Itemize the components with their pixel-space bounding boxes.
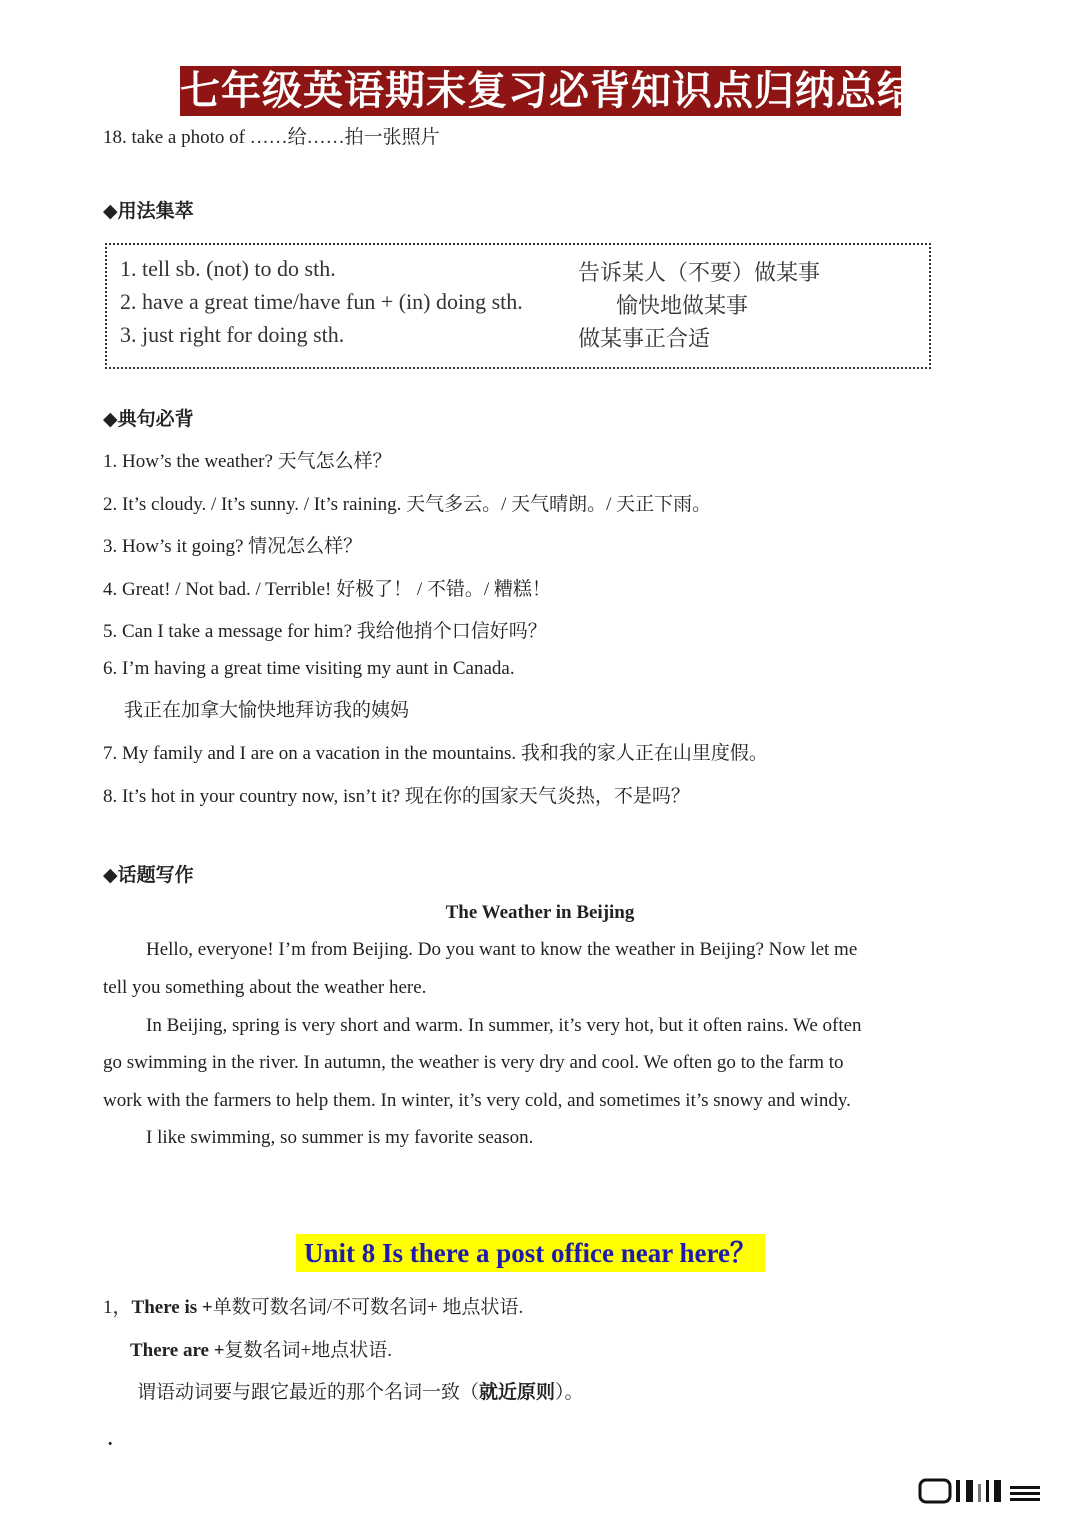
essay-line-3: In Beijing, spring is very short and warm. In summer, it’s very hot, but it often rains. We often (146, 1015, 862, 1036)
essay-line-1: Hello, everyone! I’m from Beijing. Do you want to know the weather in Beijing? Now let me (146, 939, 858, 960)
rule-1-rest: 单数可数名词/不可数名词+ 地点状语. (212, 1297, 524, 1318)
sentence-1: 1. How’s the weather? 天气怎么样？ (103, 451, 392, 472)
rule-3 (137, 1377, 584, 1404)
sentence-6: 6. I’m having a great time visiting my aunt in Canada. (103, 658, 515, 679)
sentence-6-translation: 我正在加拿大愉快地拜访我的姨妈 (124, 700, 410, 721)
essay-title: The Weather in Beijing (445, 902, 635, 923)
sentence-2: 2. It’s cloudy. / It’s sunny. / It’s raining. 天气多云。/ 天气晴朗。/ 天正下雨。 (103, 494, 712, 515)
essay-line-5: work with the farmers to help them. In winter, it’s very cold, and sometimes it’s snowy and windy. (103, 1090, 851, 1111)
sentence-3: 3. How’s it going? 情况怎么样？ (103, 536, 363, 557)
bullet-dot: · (107, 1434, 114, 1455)
rule-3-bold: 就近原则 (479, 1382, 556, 1403)
rule-3-end: ）。 (555, 1382, 584, 1403)
rule-1-prefix: 1， (103, 1297, 132, 1318)
essay-line-2: tell you something about the weather here. (103, 977, 427, 998)
usage-heading: ◆用法集萃 (103, 201, 194, 222)
usage-en-3: 3. just right for doing sth. (120, 322, 345, 347)
rule-1-bold: There is + (131, 1297, 213, 1318)
unit8-title: Unit 8 Is there a post office near here？ (296, 1234, 765, 1272)
sentence-7: 7. My family and I are on a vacation in the mountains. 我和我的家人正在山里度假。 (103, 743, 768, 764)
essay-line-4: go swimming in the river. In autumn, the weather is very dry and cool. We often go to the farm to (103, 1052, 844, 1073)
usage-zh-1: 告诉某人（不要）做某事 (578, 260, 821, 285)
rule-3-text: 谓语动词要与跟它最近的那个名词一致（ (137, 1382, 480, 1403)
rule-2-bold: There are + (130, 1340, 225, 1361)
rule-2-rest: 复数名词+地点状语. (224, 1340, 393, 1361)
rule-2 (130, 1335, 392, 1362)
bars-logo-icon (918, 1476, 1058, 1506)
sentence-8: 8. It’s hot in your country now, isn’t it? 现在你的国家天气炎热，不是吗？ (103, 786, 690, 807)
usage-zh-3: 做某事正合适 (578, 326, 711, 351)
essay-line-6: I like swimming, so summer is my favorite season. (146, 1127, 534, 1148)
page-banner: 七年级英语期末复习必背知识点归纳总结 (180, 67, 918, 114)
usage-en-2: 2. have a great time/have fun + (in) doing sth. (120, 289, 523, 314)
sentences-heading: ◆典句必背 (103, 409, 194, 430)
sentence-4: 4. Great! / Not bad. / Terrible! 好极了！ / 不错。/ 糟糕！ (103, 579, 551, 600)
phrase-18: 18. take a photo of ……给……拍一张照片 (103, 127, 440, 148)
usage-zh-2: 愉快地做某事 (616, 293, 749, 318)
rule-1 (103, 1292, 523, 1319)
sentence-5: 5. Can I take a message for him? 我给他捎个口信好吗？ (103, 621, 547, 642)
usage-en-1: 1. tell sb. (not) to do sth. (120, 256, 336, 281)
writing-heading: ◆话题写作 (103, 865, 194, 886)
